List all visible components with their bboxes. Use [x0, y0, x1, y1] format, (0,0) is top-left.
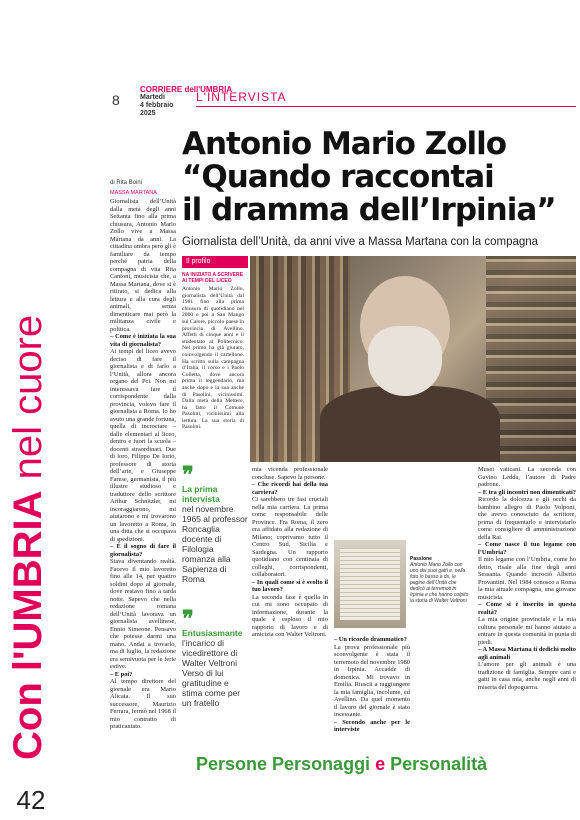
footer-banner: Persone Personaggi e Personalità — [196, 754, 488, 774]
quote-mark-icon: ❞ — [182, 462, 194, 487]
section-title: L'INTERVISTA — [196, 90, 576, 107]
profile-text: Antonio Mario Zollo, giornalista dell’Unità dal 1981 fino alla prima chiusura di quotidiano nel 2000 e poi a San Mango sul Calore, piccolo paese in provincia di Avellino. Affetti di cinque anni e il studentato al Politecnico. Nel primo ha già giurato, coinvolgendo il cartellone. Ha scritto sulla campagna d’Italia, il corso e i Paolo Colletta, dove ancora prima il leggendario, ma anche dopo e la sua anche di Pasolini, vicinissimi. Dalla metà della Mettere, ha fatto il Comune Pasolini, vicinissimi alla lettura. La sua storia di Pasolini. — [182, 286, 244, 431]
page-number: 42 — [0, 780, 62, 820]
headline: Antonio Mario Zollo “Quando raccontai il dramma dell’Irpinia” — [182, 126, 556, 228]
photo-caption: Passione Antonio Mario Zollo con uno dei suoi gatti e, nella foto in basso a dx, le pagine dell’Unità che dedicò ai terremoti in Irpinia e che hanno colpito la storia di Walter Veltroni — [410, 556, 469, 604]
article-column-5: Musei vaticani. La seconda con Gavino Ledda, l’autore di Padre padrone. – E tra gli incontri non dimenticati? Ricordo la dolcezza e gli occhi da bambino allegro di Paolo Volponi, che avevo conosciuto da scrittore, prima di frequentarlo e intervistarlo come consigliere di amministrazione della Rai. – Come nasce il tuo legame con l’Umbria? Il mio legame con l’Umbria, come ho detto, risale alla fine degli anni Sessanta. Quando incrociò Alberto Provantini. Nel 1984 conosco a Roma la mia attuale compagna, una giovane musicista. – Come si è inserito in questa realtà? La mia origine provinciale e la mia cultura personale mi hanno aiutato a entrare in questa comunità in punta di piedi. – A Massa Martana ti dedichi molto agli animali L’amore per gli animali è una tradizione di famiglia. Sempre cani e gatti in casa mia, anche negli anni di miseria del dopoguerra. — [478, 466, 576, 691]
side-banner — [0, 0, 62, 778]
newspaper-pages-photo — [334, 540, 406, 628]
pull-quote-2: ❞ Entusiasmante l’incarico di vicedirettore di Walter Veltroni Verso di lui gratitudine e stima come per un fratello — [182, 610, 248, 708]
quote-mark-icon: ❞ — [182, 606, 194, 631]
profile-title: NA INIZIATO A SCRIVERE AI TEMPI DEL LICEO — [182, 272, 243, 284]
pull-quote-1: ❞ La prima intervista nel novembre 1965 al professor Roncaglia docente di Filologia romanza alla Sapienza di Roma — [182, 462, 248, 584]
article-column-3: mia vicenda professionale concluse. Sapevo la persone. – Che ricordi hai della tua carriera? Ci sarebbero tre fasi cruciali nella mia carriera. La prima come responsabile delle Province. Fra Roma, il zero era affidato alla redazione di Milano; coprivamo tutto il Centro Sud, Sicilia e Sardegna. Un rapporto quotidiano con centinaia di colleghi, corrispondenti, collaboratori. – In quali come si è svolto il tuo lavoro? La seconda fase è quella in cui mi sono occupato di informazione, durante la quale è esploso il mio rapporto di lavoro e di amicizia con Walter Veltroni. — [252, 466, 328, 638]
article-column-1: Giornalista dell’Unità dalla metà degli anni Settanta fino alla prima chiusura, Antonio Mario Zollo vive a Massa Martana da anni. La cittadina umbra però gli è familiare da tempo perché patria della compagna di vita Rita Cantoni, musicista che, a Massa Martana, dove si è ritirato, si dedica alla lettura e alla cura degli animali, senza dimenticare mai però la militanza civile e politica. – Come è iniziata la sua vita di giornalista? Ai tempi del liceo avevo deciso di fare il giornalista e di farlo a l’Unità, allora ancora organo del Pci. Non mi interessava fare il corrispondente dalla provincia, volevo fare il giornalista a Roma. Io ho avuto una grande fortuna, quella di incrociare – dalle elementari al liceo, dentro e fuori la scuola – docenti straordinari. Due di loro, Filippo De Iorio, professore di storia dell’arte, e Giuseppe Farese, germanista, il più illustre studioso e traduttore dello scrittore Arthur Schnitzler, mi incoraggiarono, mi aiutarono e mi trovarono un lavoretto a Roma, in una ditta che si occupava di spedizioni. – È il sogno di fare il giornalista? Stava diventando realtà. Facevo il mio lavoretto fino alle 14, per quattro soldini dopo al giornale, dove restavo fino a tarda notte. Sapevo che nella redazione romana dell’Unità lavorava un giornalista avellinese, Ennio Simeone. Pensavo che potesse darmi una mano. Andai a trovarlo, ma di luglio, la redazione era semivuota per le ferie estive. – E poi? Al tempo direttore del giornale era Mario Alicata. Il suo successore, Maurizio Ferrara, fermò nel 1968 il mio contratto di praticantato. — [110, 198, 176, 730]
issue-number: 8 — [112, 92, 120, 108]
portrait-photo — [250, 256, 576, 462]
profile-label: Il profilo — [182, 256, 248, 268]
article-column-4: – Un ricordo drammatico? La prova professionale più sconvolgente è stata il terremoto del novembre 1980 in Irpinia. Accadde di domenica. Mi trovavo in Emilia. Riuscii a raggiungere la mia famiglia, incolume, ed Avellino. Da quel momento il lavoro del giornale è stato incessante. – Secondo anche per le interviste — [334, 636, 410, 733]
side-banner-text: Con l'UMBRIA nel cuore — [6, 314, 50, 760]
byline: di Rita Boini MASSA MARTANA — [110, 180, 157, 196]
newspaper-logo: CORRIERE dell'UMBRIA Martedì 4 febbraio 2025 — [140, 85, 233, 117]
subheadline: Giornalista dell’Unità, da anni vive a Massa Martana con la compagna — [182, 236, 539, 248]
